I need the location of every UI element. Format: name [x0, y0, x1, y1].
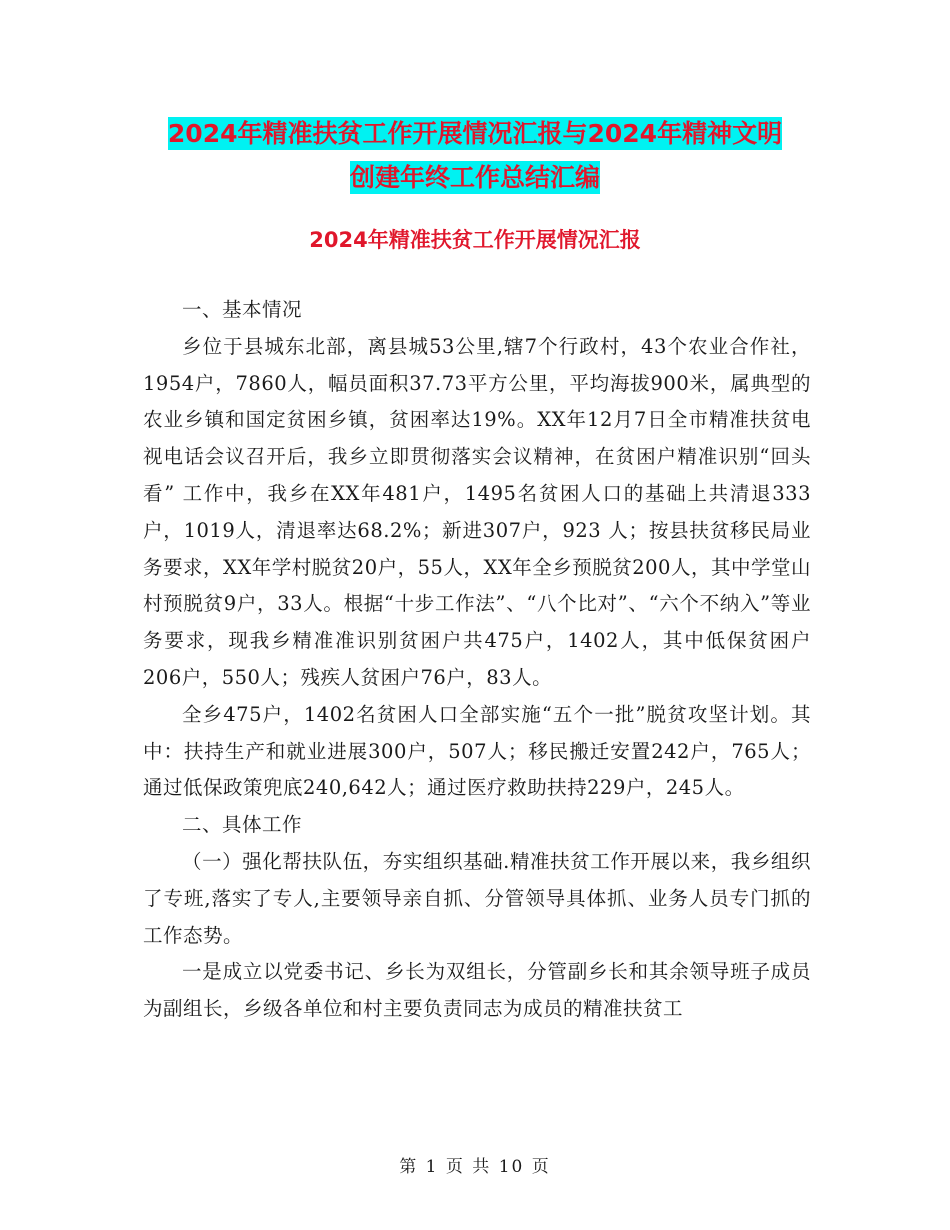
paragraph-team-building: （一）强化帮扶队伍，夯实组织基础.精准扶贫工作开展以来，我乡组织了专班,落实了专人,主要领导亲自抓、分管领导具体抓、业务人员专门抓的工作态势。: [143, 849, 811, 947]
document-title-line-1: [0, 114, 950, 150]
section-title: 2024年精准扶贫工作开展情况汇报: [309, 228, 641, 252]
heading-basic-situation: 一、基本情况: [182, 298, 303, 321]
title-highlight-1: 2024年精准扶贫工作开展情况汇报与2024年精神文明: [167, 119, 783, 148]
document-title-line-2: [0, 158, 950, 194]
page-footer: 第 1 页 共 10 页: [399, 1157, 551, 1177]
paragraph-leadership-group: 一是成立以党委书记、乡长为双组长，分管副乡长和其余领导班子成员为副组长，乡级各单位和村主要负责同志为成员的精准扶贫工: [143, 960, 811, 1021]
heading-specific-work: 二、具体工作: [182, 813, 303, 837]
title-highlight-2: 创建年终工作总结汇编: [349, 163, 600, 192]
paragraph-poverty-plan: 全乡475户，1402名贫困人口全部实施“五个一批”脱贫攻坚计划。其中：扶持生产和就业进展300户，507人；移民搬迁安置242户，765人；通过低保政策兜底240,642人；通过医疗救助扶持229户，245人。: [143, 702, 811, 800]
paragraph-overview: 乡位于县城东北部，离县城53公里,辖7个行政村，43个农业合作社，1954户，7860人，幅员面积37.73平方公里，平均海拔900米，属典型的农业乡镇和国定贫困乡镇，贫困率达19%。XX年12月7日全市精准扶贫电视电话会议召开后，我乡立即贯彻落实会议精神，在贫困户精准识别“回头看” 工作中，我乡在XX年481户，1495名贫困人口的基础上共清退333户，1019人，清退率达68.2%；新进307户，923 人；按县扶贫移民局业务要求，XX年学村脱贫20户，55人，XX年全乡预脱贫200人，其中学堂山村预脱贫9户，33人。根据“十步工作法”、“八个比对”、“六个不纳入”等业务要求，现我乡精准准识别贫困户共475户，1402人，其中低保贫困户206户，550人；残疾人贫困户76户，83人。: [143, 334, 811, 689]
document-body: [143, 292, 811, 1028]
